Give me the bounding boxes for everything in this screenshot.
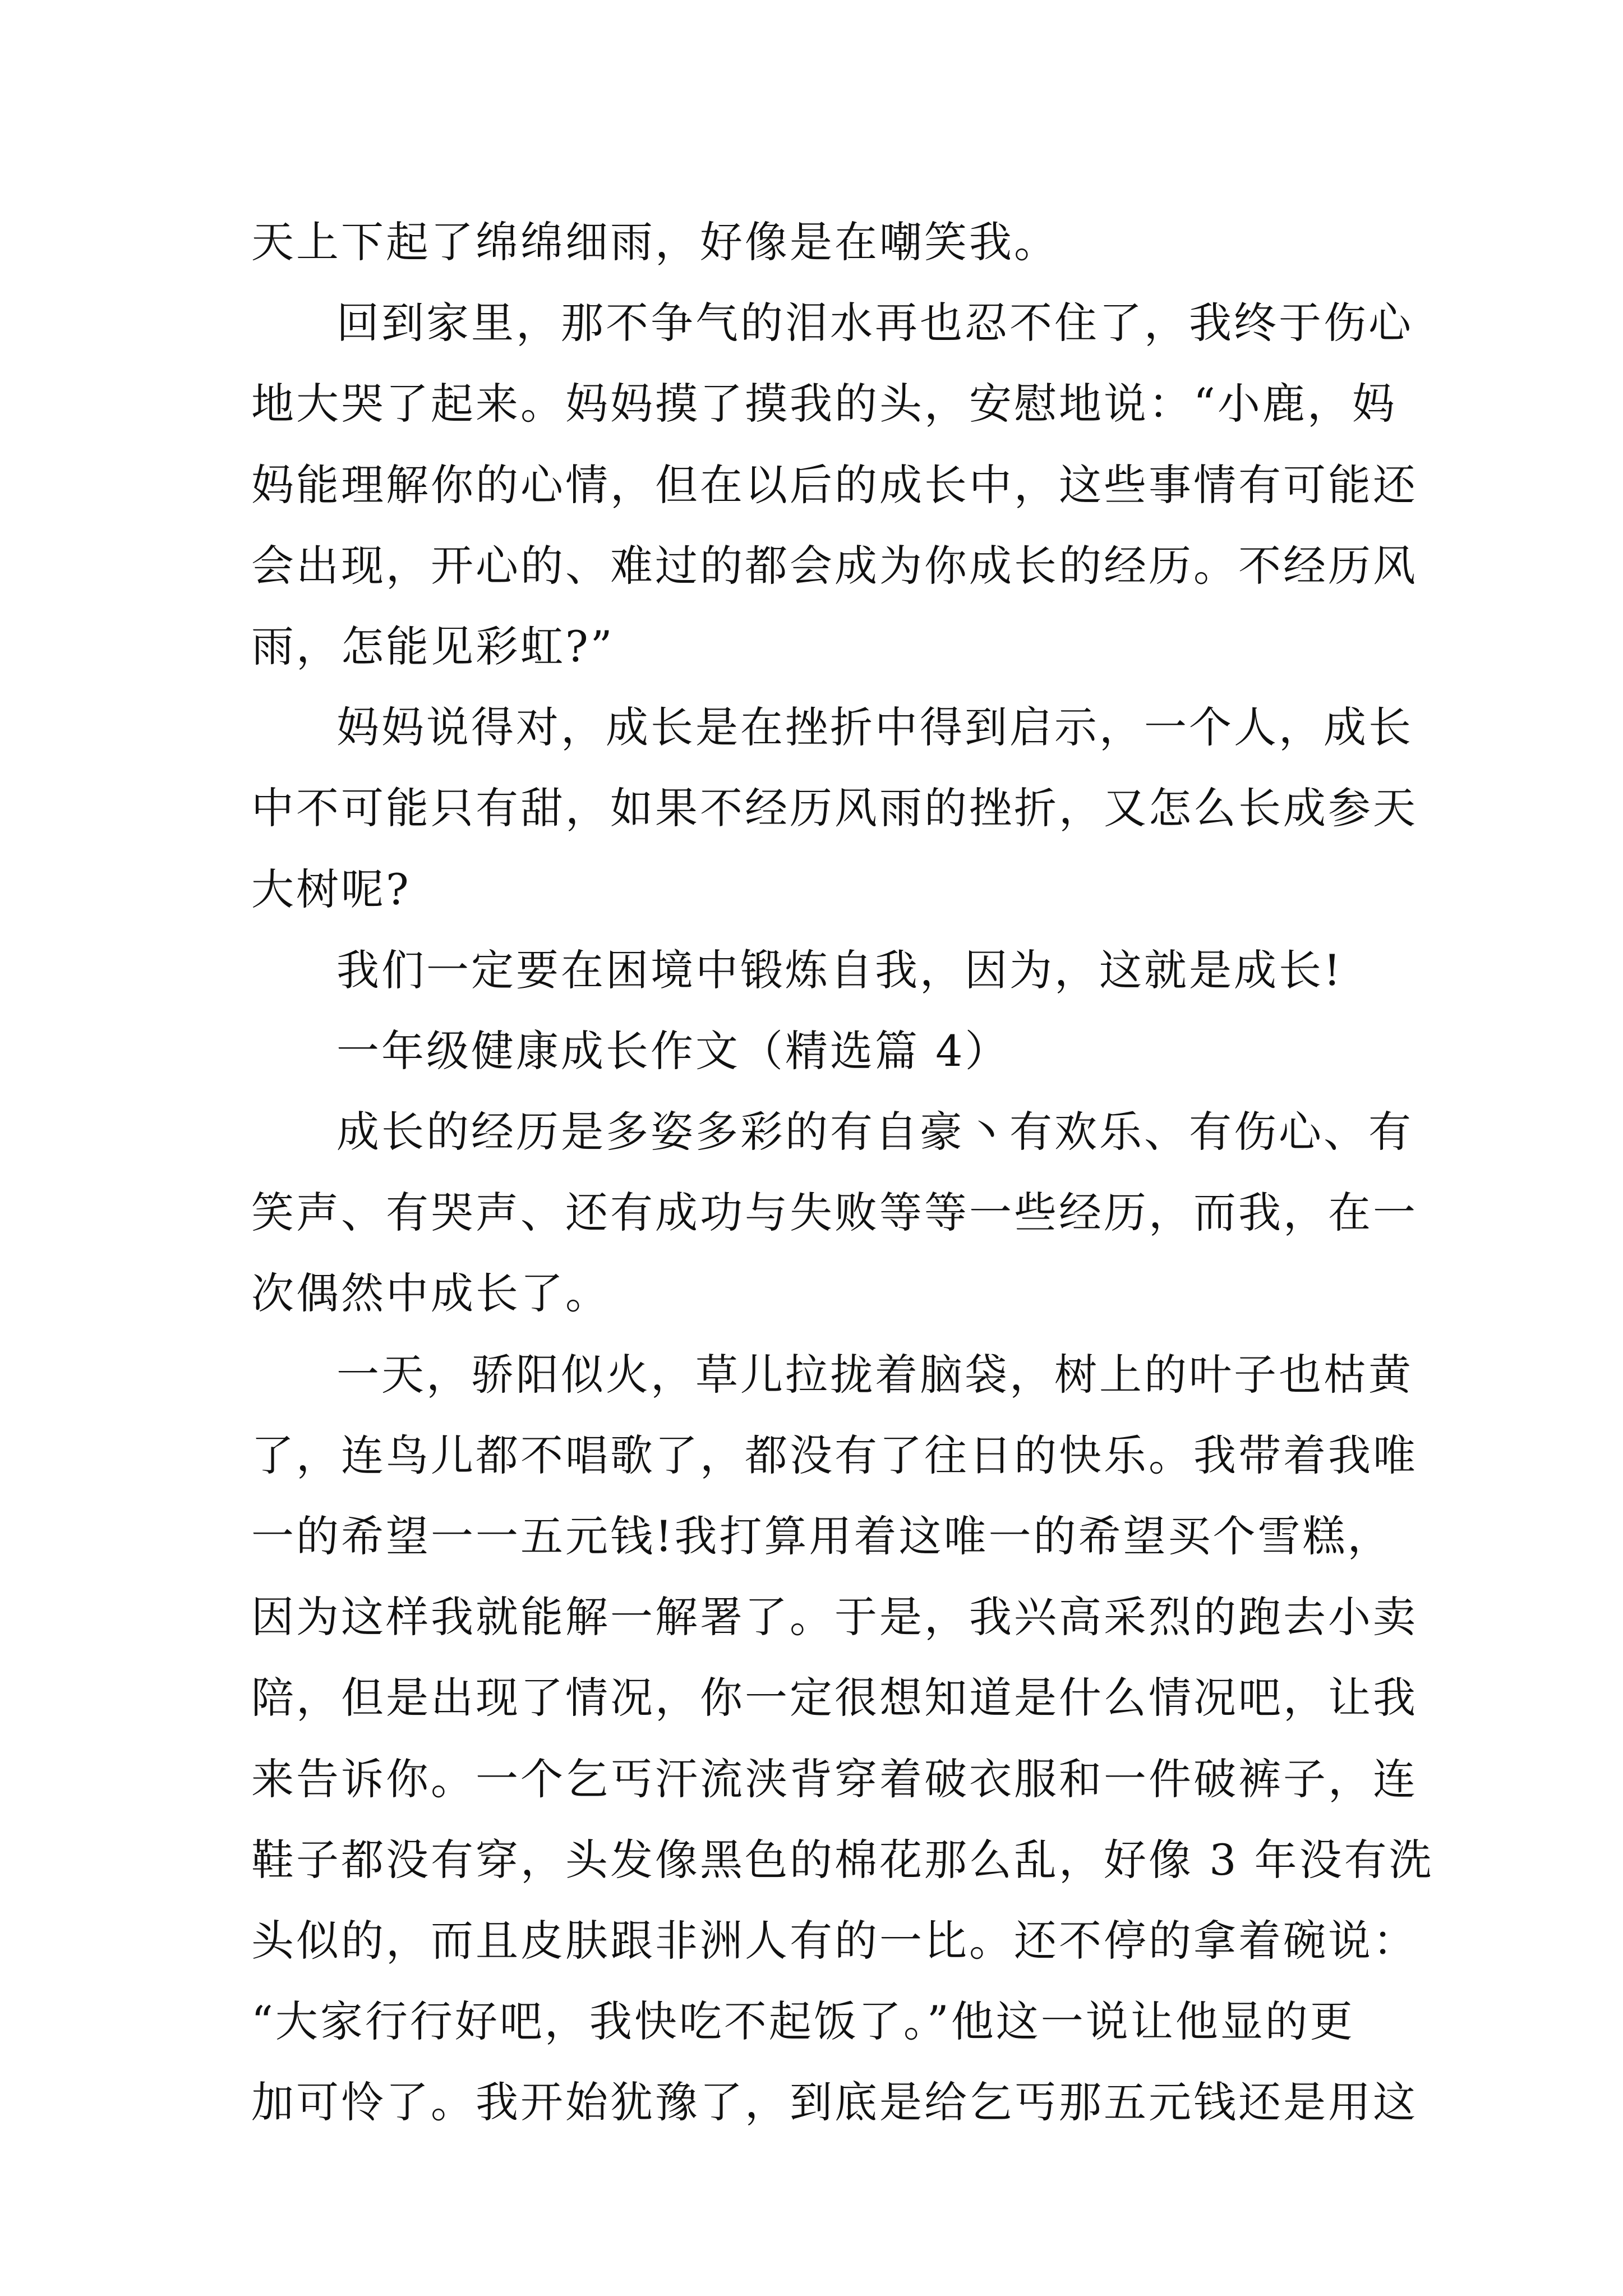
text-line: 中不可能只有甜，如果不经历风雨的挫折，又怎么长成参天 [251, 783, 1418, 834]
text-line: 会出现，开心的、难过的都会成为你成长的经历。不经历风 [251, 540, 1418, 591]
text-line: 加可怜了。我开始犹豫了，到底是给乞丐那五元钱还是用这 [251, 2077, 1418, 2128]
text-line: 天上下起了绵绵细雨，好像是在嘲笑我。 [251, 217, 1059, 267]
text-line: 因为这样我就能解一解署了。于是，我兴高采烈的跑去小卖 [251, 1592, 1418, 1642]
section-heading: 一年级健康成长作文（精选篇 4） [336, 1025, 1010, 1076]
text-line: 头似的，而且皮肤跟非洲人有的一比。还不停的拿着碗说： [251, 1915, 1418, 1966]
text-line: 来告诉你。一个乞丐汗流浃背穿着破衣服和一件破裤子，连 [251, 1754, 1418, 1804]
text-line: 陪，但是出现了情况，你一定很想知道是什么情况吧，让我 [251, 1673, 1418, 1723]
text-line: 回到家里，那不争气的泪水再也忍不住了，我终于伤心 [336, 298, 1413, 348]
text-line: 了，连鸟儿都不唱歌了，都没有了往日的快乐。我带着我唯 [251, 1430, 1418, 1480]
text-line: “大家行行好吧，我快吃不起饭了。”他这一说让他显的更 [251, 1996, 1355, 2047]
document-body [251, 202, 1434, 2143]
text-line: 成长的经历是多姿多彩的有自豪丶有欢乐、有伤心、有 [336, 1107, 1413, 1157]
text-line: 雨，怎能见彩虹?” [251, 621, 615, 671]
text-line: 妈能理解你的心情，但在以后的成长中，这些事情有可能还 [251, 459, 1418, 510]
text-line: 鞋子都没有穿，头发像黑色的棉花那么乱，好像 3 年没有洗 [251, 1834, 1434, 1885]
text-line: 我们一定要在困境中锻炼自我，因为，这就是成长! [336, 945, 1343, 995]
text-line: 地大哭了起来。妈妈摸了摸我的头，安慰地说：“小鹿，妈 [251, 379, 1397, 429]
text-line: 一的希望一一五元钱!我打算用着这唯一的希望买个雪糕， [251, 1511, 1393, 1561]
text-line: 大树呢? [251, 864, 411, 914]
text-line: 次偶然中成长了。 [251, 1268, 610, 1319]
text-line: 妈妈说得对，成长是在挫折中得到启示，一个人，成长 [336, 702, 1413, 753]
text-line: 笑声、有哭声、还有成功与失败等等一些经历，而我，在一 [251, 1188, 1418, 1238]
text-line: 一天，骄阳似火，草儿拉拢着脑袋，树上的叶子也枯黄 [336, 1349, 1413, 1400]
